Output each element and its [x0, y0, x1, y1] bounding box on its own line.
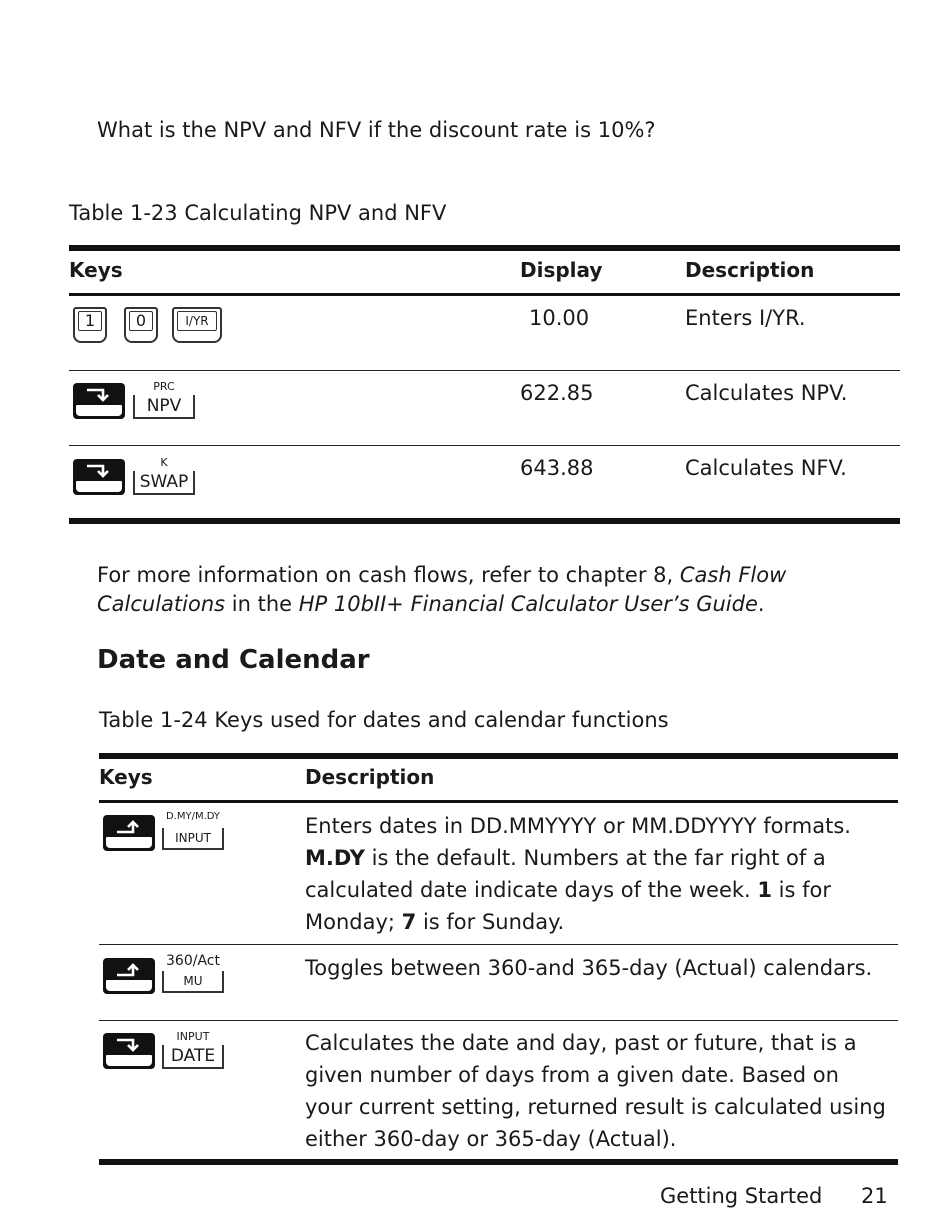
table2-header-keys: Keys [99, 765, 153, 789]
table1-header-rule [69, 293, 900, 296]
table1-header-keys: Keys [69, 258, 123, 282]
cashflow-note-text: . [757, 592, 765, 616]
page-number: 21 [861, 1184, 888, 1208]
key-1 [73, 307, 107, 343]
table2-top-rule [99, 753, 898, 759]
date-key-label: DATE [162, 1045, 224, 1069]
swap-key-label: SWAP [133, 471, 195, 495]
swap-key-shifted-label: K [160, 456, 168, 469]
key-1-label: 1 [78, 311, 102, 331]
key-0 [124, 307, 158, 343]
table1-header-description: Description [685, 258, 815, 282]
table2-header-rule [99, 800, 898, 803]
table2-header-description: Description [305, 765, 435, 789]
t2-row1-text: is for Monday; [305, 878, 832, 934]
t2-row2-description: Toggles between 360-and 365-day (Actual) calendars. [305, 956, 873, 980]
row3-description: Calculates NFV. [685, 456, 847, 480]
npv-key-label: NPV [133, 395, 195, 419]
row2-display: 622.85 [520, 381, 594, 405]
mu-key [162, 953, 224, 995]
shift-down-key [73, 459, 125, 495]
t2-row1-description [305, 810, 895, 938]
shift-down-key [73, 383, 125, 419]
table1-header-display: Display [520, 258, 603, 282]
footer-section: Getting Started [660, 1184, 823, 1208]
cashflow-note-chapter-title: Cash Flow Calculations [97, 563, 787, 616]
table2-bottom-rule [99, 1159, 898, 1165]
t2-row1-bold: M.DY [305, 846, 365, 870]
intro-question: What is the NPV and NFV if the discount rate is 10%? [97, 118, 656, 142]
mu-key-shifted-label: 360/Act [166, 953, 220, 969]
t2-row1-text: is the default. Numbers at the far right of a calculated date indicate days of the week. [305, 846, 826, 902]
shift-down-arrow-icon [85, 462, 113, 480]
row2-description: Calculates NPV. [685, 381, 848, 405]
t2-row1-text: Enters dates in DD.MMYYYY or MM.DDYYYY formats. [305, 814, 851, 838]
shift-up-arrow-icon [115, 961, 143, 979]
cashflow-note-guide-title: HP 10bII+ Financial Calculator User’s Guide [298, 592, 758, 616]
table2-row-divider [99, 1020, 898, 1021]
table1-row-divider [69, 445, 900, 446]
row3-display: 643.88 [520, 456, 594, 480]
t2-row1-text: is for Sunday. [416, 910, 565, 934]
date-key [162, 1029, 224, 1071]
shift-up-arrow-icon [115, 818, 143, 836]
shift-down-key [103, 1033, 155, 1069]
t2-row1-bold: 7 [401, 910, 417, 934]
date-key-shifted-label: INPUT [176, 1030, 210, 1043]
section-heading: Date and Calendar [97, 645, 370, 675]
table1-bottom-rule [69, 518, 900, 524]
npv-key-shifted-label: PRC [153, 380, 175, 393]
mu-key-label: MU [162, 971, 224, 993]
cashflow-note-text: For more information on cash flows, refer to chapter 8, [97, 563, 680, 587]
table2-caption: Table 1-24 Keys used for dates and calendar functions [99, 708, 669, 732]
table1-row-divider [69, 370, 900, 371]
t2-row1-bold: 1 [757, 878, 772, 902]
cashflow-note [97, 561, 897, 619]
key-0-label: 0 [129, 311, 153, 331]
table2-row-divider [99, 944, 898, 945]
row1-display: 10.00 [529, 306, 590, 330]
key-iyr [172, 307, 222, 343]
shift-up-key [103, 815, 155, 851]
input-key-label: INPUT [162, 828, 224, 850]
t2-row3-description: Calculates the date and day, past or future, that is a given number of days from a given date. Based on your current setting, returned result is calculated using either 360-day or 365-day (Actual). [305, 1031, 886, 1151]
cashflow-note-text: in the [225, 592, 299, 616]
table1-top-rule [69, 245, 900, 251]
shift-down-arrow-icon [85, 386, 113, 404]
row1-description: Enters I/YR. [685, 306, 806, 330]
key-iyr-label: I/YR [177, 311, 217, 331]
npv-key [133, 379, 195, 419]
swap-key [133, 455, 195, 495]
shift-up-key [103, 958, 155, 994]
table1-caption: Table 1-23 Calculating NPV and NFV [69, 201, 447, 225]
input-key [162, 810, 224, 852]
shift-down-arrow-icon [115, 1036, 143, 1054]
input-key-shifted-label: D.MY/M.DY [165, 811, 221, 822]
